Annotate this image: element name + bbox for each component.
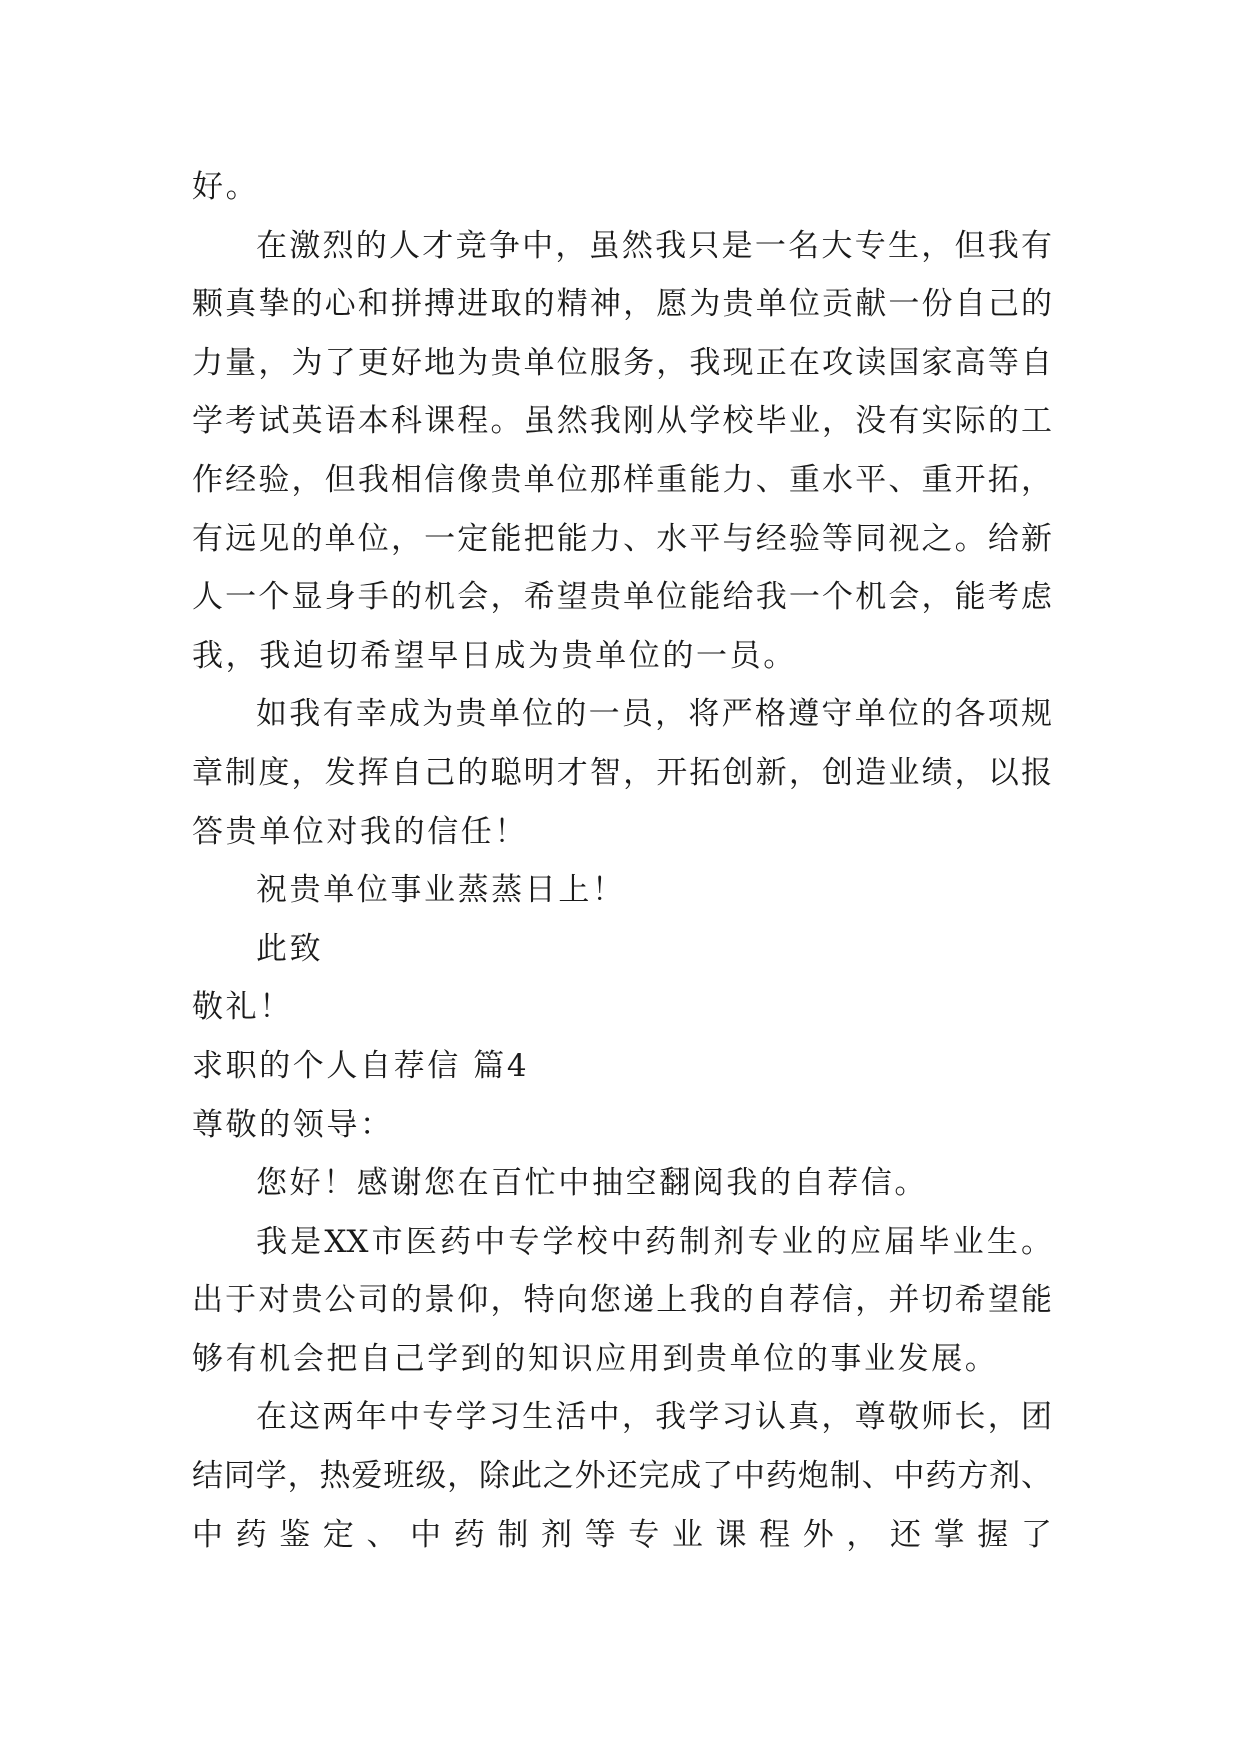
- text-line: 颗真挚的心和拼搏进取的精神，愿为贵单位贡献一份自己的: [192, 286, 1052, 323]
- text-line: 有远见的单位，一定能把能力、水平与经验等同视之。给新: [192, 520, 1052, 557]
- text-line: 答贵单位对我的信任！: [192, 813, 528, 850]
- text-line: 如我有幸成为贵单位的一员，将严格遵守单位的各项规: [256, 696, 1052, 733]
- text-line: 结同学，热爱班级，除此之外还完成了中药炮制、中药方剂、: [192, 1458, 1052, 1495]
- text-line: 章制度，发挥自己的聪明才智，开拓创新，创造业绩，以报: [192, 754, 1052, 791]
- text-line: 够有机会把自己学到的知识应用到贵单位的事业发展。: [192, 1340, 999, 1377]
- text-line: 出于对贵公司的景仰，特向您递上我的自荐信，并切希望能: [192, 1282, 1052, 1319]
- text-line: 尊敬的领导：: [192, 1106, 394, 1143]
- text-line: 力量，为了更好地为贵单位服务，我现正在攻读国家高等自: [192, 344, 1052, 381]
- text-line: 中 药 鉴 定 、 中 药 制 剂 等 专 业 课 程 外 ， 还 掌 握 了: [192, 1516, 1052, 1553]
- text-line: 敬礼！: [192, 989, 293, 1026]
- text-line: 我是XX市医药中专学校中药制剂专业的应届毕业生。: [256, 1223, 1052, 1260]
- text-line: 祝贵单位事业蒸蒸日上！: [256, 872, 626, 909]
- text-line: 您好！感谢您在百忙中抽空翻阅我的自荐信。: [256, 1165, 928, 1202]
- text-line: 人一个显身手的机会，希望贵单位能给我一个机会，能考虑: [192, 579, 1052, 616]
- text-line: 求职的个人自荐信 篇4: [192, 1047, 530, 1084]
- text-line: 我，我迫切希望早日成为贵单位的一员。: [192, 637, 797, 674]
- document-body: [192, 158, 1052, 1564]
- text-line: 好。: [192, 169, 260, 205]
- text-line: 在这两年中专学习生活中，我学习认真，尊敬师长，团: [256, 1399, 1052, 1436]
- text-line: 此致: [256, 930, 324, 967]
- text-line: 作经验，但我相信像贵单位那样重能力、重水平、重开拓，: [192, 461, 1052, 498]
- text-line: 学考试英语本科课程。虽然我刚从学校毕业，没有实际的工: [192, 403, 1052, 440]
- text-line: 在激烈的人才竞争中，虽然我只是一名大专生，但我有: [256, 227, 1052, 264]
